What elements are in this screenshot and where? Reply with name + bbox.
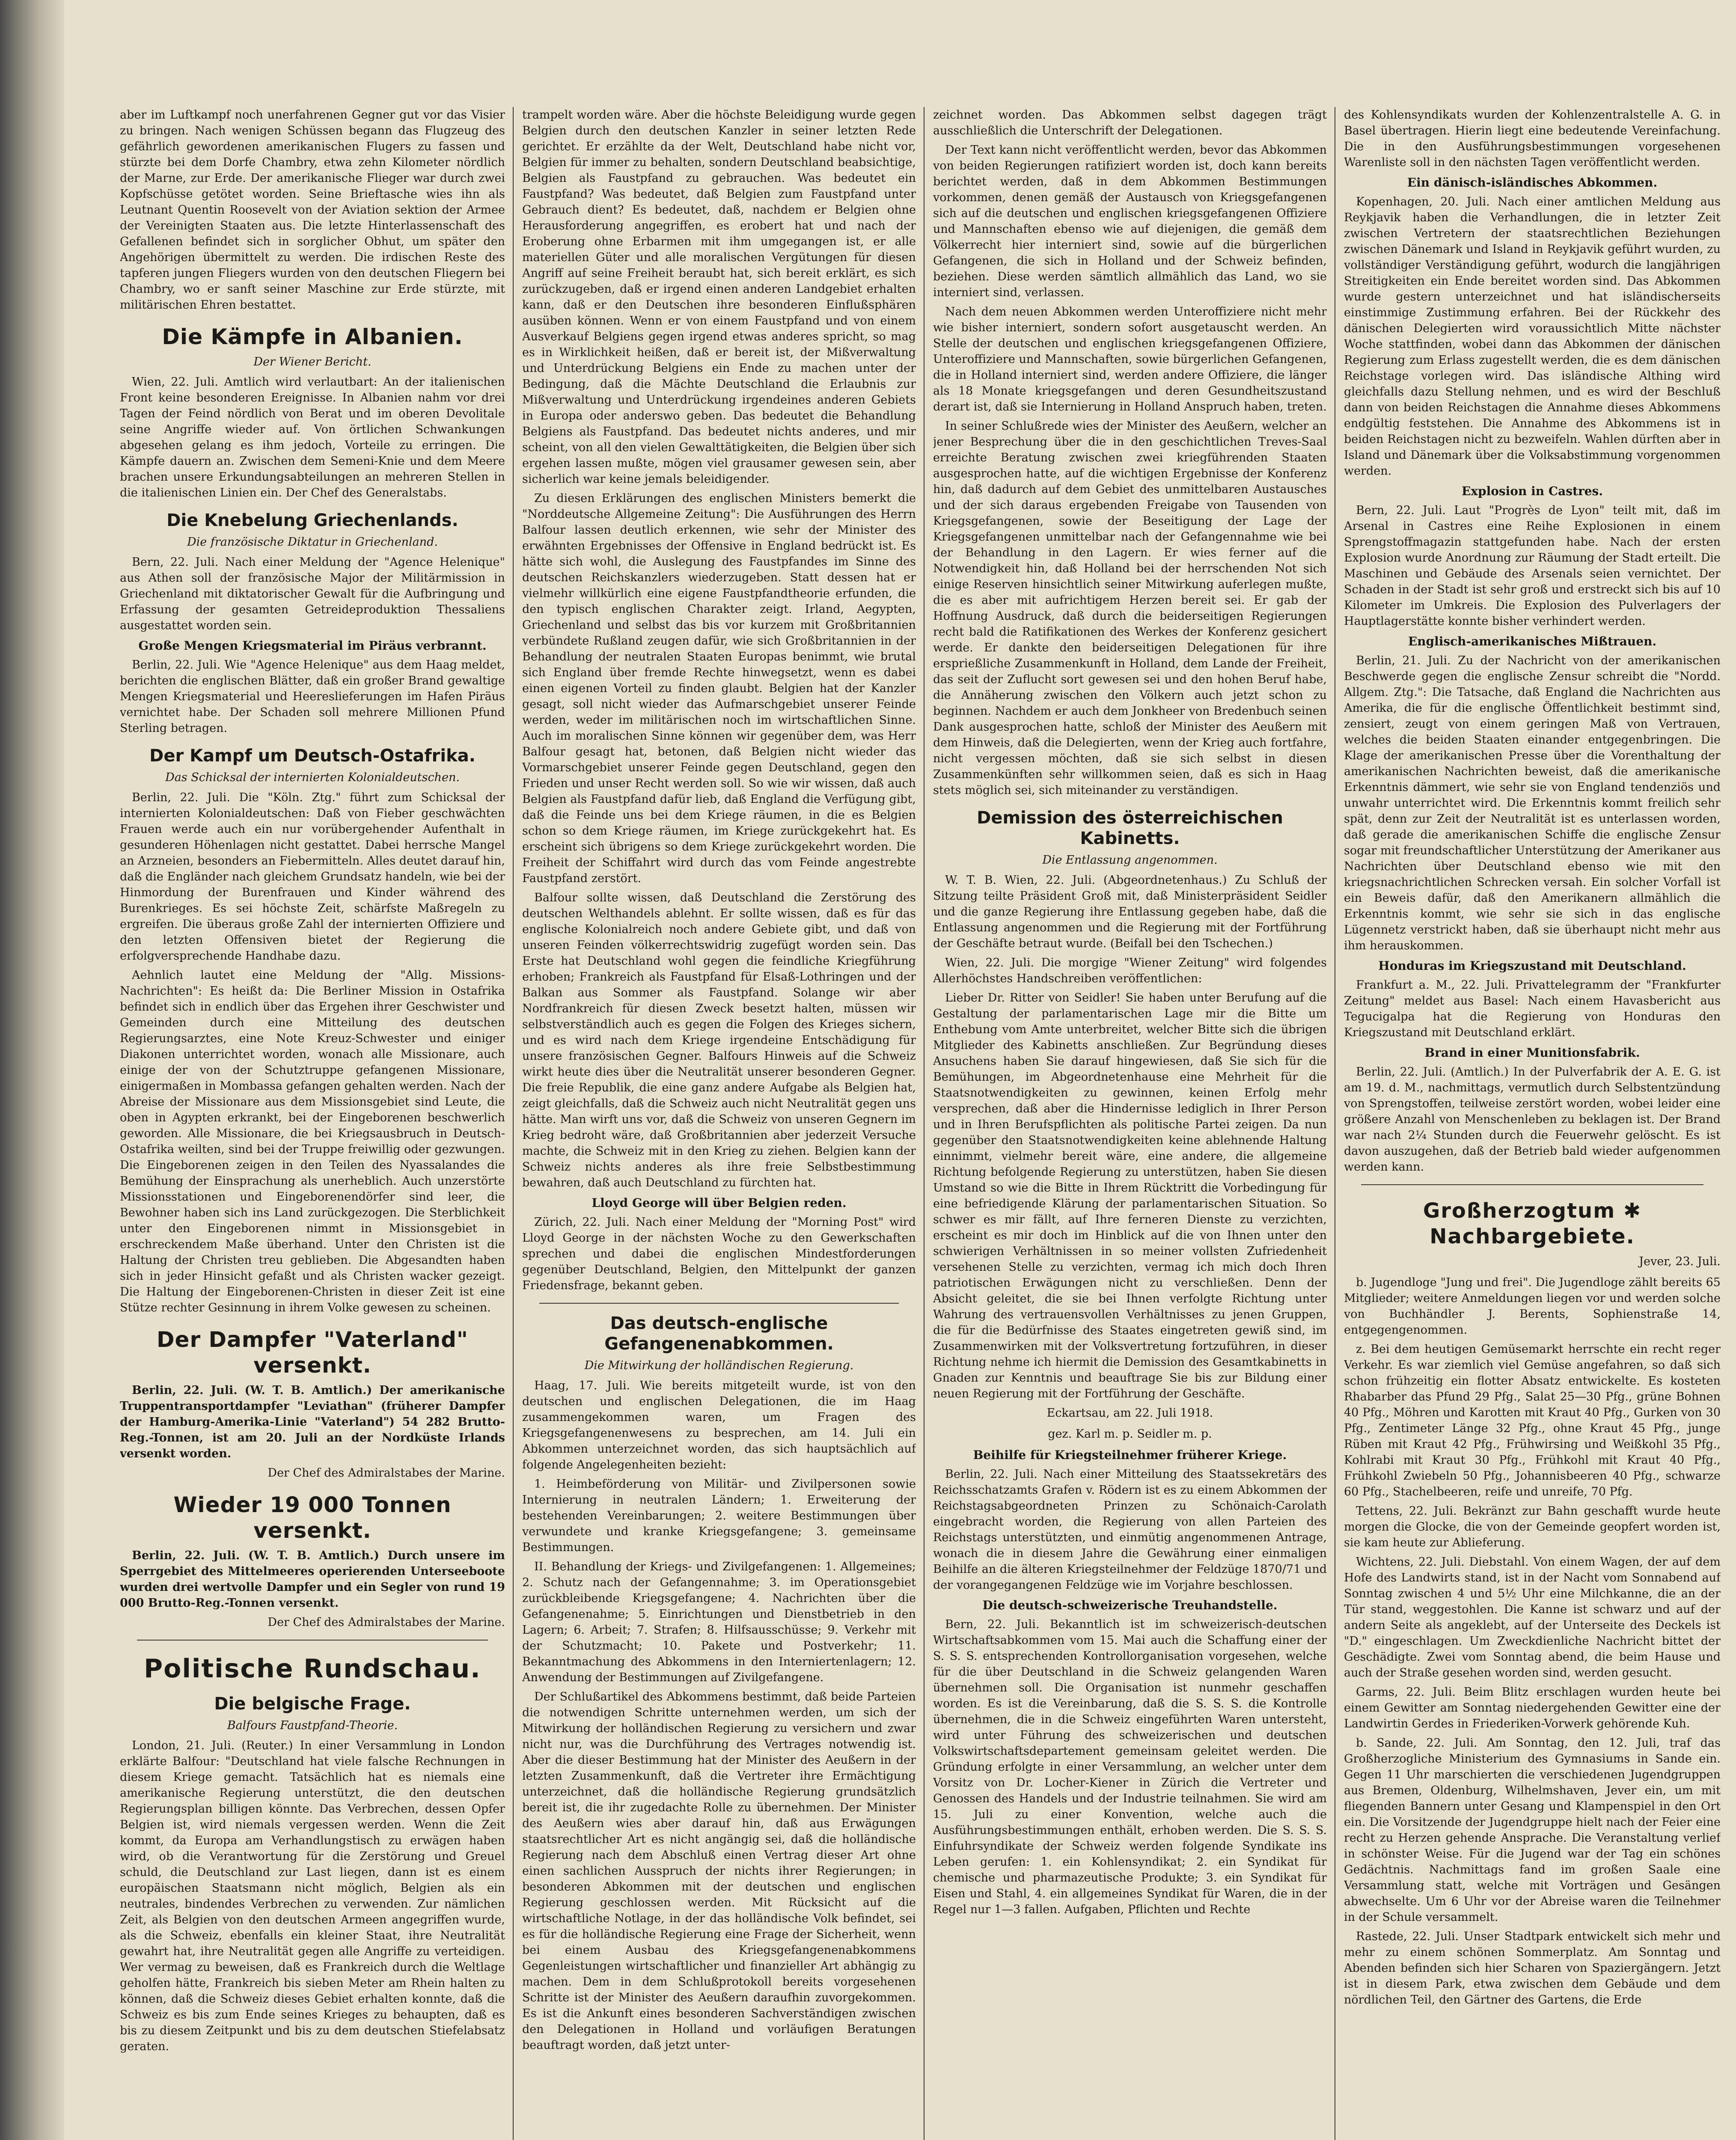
headline-demission: Demission des österreichischen Kabinetts. — [977, 808, 1283, 848]
subheadline: Die Entlassung angenommen. — [1042, 853, 1218, 867]
article-text: Lieber Dr. Ritter von Seidler! Sie haben unter Berufung auf die Gestaltung der parlamentarischen Lage mir die Bitte um Enthebung vom Amte unterbreitet, welcher Bitte sich die übrigen Mitglieder des Kabinetts anschließen. Zur Begründung dieses Ansuchens haben Sie darauf hingewiesen, daß Sie sich für die Bemühungen, im Abgeordnetenhause eine Mehrheit für die Staatsnotwendigkeiten zu gewinnen, keinen Erfolg mehr versprechen, daß aber die Hindernisse lediglich in Ihrer Person und in Ihren Berufspflichten als politische Partei zeigen. Da nun gegenüber den Staatsnotwendigkeiten keine ablehnende Haltung einnimmt, vielmehr bereit wäre, eine andere, die allgemeine Richtung befolgende Regierung zu unterstützen, haben Sie diesen Umstand so wie die Bitte in Ihrem Rücktritt die Vorbedingung für eine befriedigende Klärung der parlamentarischen Situation. So schwer es mir fällt, auf Ihre ferneren Dienste zu verzichten, erscheint es mir doch im Hinblick auf die von Ihnen unter den schwierigen Verhältnissen in so meiner vollsten Zufriedenheit versehenen Stelle zu verzichten, vermag ich mich doch Ihren patriotischen Erwägungen nicht zu verschließen. Denn der Absicht geleitet, die sie bei Ihnen verfolgte Richtung unter Wahrung des vertrauensvollen Verhältnisses zu jenen Gruppen, die für die Bedürfnisse des Staates eingetreten gewiß sind, im Zusammenwirken mit der Volksvertretung fortzuführen, in dieser Richtung nehme ich hiermit die Demission des Gesamtkabinetts in Gnaden zur Kenntnis und beauftrage Sie bis zur Bildung einer neuen Regierung mit der Fortführung der Geschäfte. — [933, 991, 1327, 1400]
article-text: Berlin, 22. Juli. (W. T. B. Amtlich.) Durch unsere im Sperrgebiet des Mittelmeeres operierenden Unterseeboote wurden drei wertvolle Dampfer und ein Segler von rund 19 000 Brutto-Reg.-Tonnen versenkt. — [120, 1549, 505, 1610]
article-text: Berlin, 22. Juli. Die "Köln. Ztg." führt zum Schicksal der internierten Kolonialdeutschen: Daß von Fieber geschwächten Frauen werde auch ein nur vorübergehender Aufenthalt in gesunderen Höhenlagen nicht gestattet. Dabei herrsche Mangel an Arzneien, besonders an Fiebermitteln. Alles deutet darauf hin, daß die Engländer nach gleichem Grundsatz handeln, wie bei der Hinmordung der Burenfrauen und Kinder während des Burenkrieges. Es sei höchste Zeit, schärfste Maßregeln zu ergreifen. Die überaus große Zahl der internierten Offiziere und den letzten Offensiven bietet der Regierung die erfolgversprechende Handhabe dazu. — [120, 791, 505, 963]
article-text: Frankfurt a. M., 22. Juli. Privattelegramm der "Frankfurter Zeitung" meldet aus Basel: Nach einem Havasbericht aus Tegucigalpa hat die Regierung von Honduras den Kriegszustand mit Deutschland erklärt. — [1344, 978, 1721, 1039]
article-text: Berlin, 22. Juli. (Amtlich.) In der Pulverfabrik der A. E. G. ist am 19. d. M., nachmittags, vermutlich durch Selbstentzündung von Sprengstoffen, teilweise zerstört worden, wobei leider eine größere Anzahl von Menschenleben zu beklagen ist. Der Brand war nach 2¼ Stunden durch die Feuerwehr gelöscht. Es ist davon auszugehen, daß der Betrieb bald wieder aufgenommen werden kann. — [1344, 1065, 1721, 1174]
headline-griechenland: Die Knebelung Griechenlands. — [166, 511, 458, 530]
article-text: Berlin, 22. Juli. Nach einer Mitteilung des Staatssekretärs des Reichsschatzamts Grafen v. Rödern ist es zu einem Abkommen der Reichstagsabgeordneten Prinzen zu Schönaich-Carolath eingebracht worden, die Regierung von allen Parteien des Reichstags unterstützten, und einmütig angenommenen Antrage, wonach die in diesem Jahre die Gewährung einer einmaligen Beihilfe an die älteren Kriegsteilnehmer der Feldzüge 1870/71 und der vorangegangenen Feldzüge wie im Vorjahre beschlossen. — [933, 1468, 1327, 1592]
section-title-rundschau: Politische Rundschau. — [144, 1654, 481, 1684]
article-text: Garms, 22. Juli. Beim Blitz erschlagen wurden heute bei einem Gewitter am Sonntag niedergehenden Gewitter eine der Landwirtin Gerdes in Friederiken-Vorwerk gehörende Kuh. — [1344, 1685, 1721, 1730]
subheadline: Englisch-amerikanisches Mißtrauen. — [1408, 634, 1657, 648]
article-text: Berlin, 22. Juli. Wie "Agence Helenique" aus dem Haag meldet, berichten die englischen Blätter, daß ein großer Brand gewaltige Mengen Kriegsmaterial und Heereslieferungen im Hafen Piräus vernichtet habe. Der Schaden soll mehrere Millionen Pfund Sterling betragen. — [120, 658, 505, 735]
article-text: Berlin, 22. Juli. (W. T. B. Amtlich.) Der amerikanische Truppentransportdampfer "Leviathan" (früherer Dampfer der Hamburg-Amerika-Linie "Vaterland") 54 282 Brutto-Reg.-Tonnen, ist am 20. Juli an der Nordküste Irlands versenkt worden. — [120, 1384, 505, 1460]
article-text: b. Jugendloge "Jung und frei". Die Jugendloge zählt bereits 65 Mitglieder; weitere Anmeldungen liegen vor und werden solche von Buchhändler J. Berents, Sophienstraße 14, entgegengenommen. — [1344, 1276, 1721, 1337]
article-text: aber im Luftkampf noch unerfahrenen Gegner gut vor das Visier zu bringen. Nach wenigen Schüssen begann das Flugzeug des gefährlich gewordenen amerikanischen Flugers zu fassen und stürzte bei dem Dorfe Chambry, etwa zehn Kilometer nördlich der Marne, zur Erde. Der amerikanische Flieger war durch zwei Kopfschüsse getötet worden. Seine Brieftasche wies ihn als Leutnant Quentin Roosevelt von der Aviation sektion der Armee der Vereinigten Staaten aus. Die letzte Hinterlassenschaft des Gefallenen befindet sich in sorglicher Obhut, um später den Angehörigen übermittelt zu werden. Die irdischen Reste des tapferen jungen Fliegers wurden von den deutschen Fliegern bei Chambry, wo er sanft seiner Maschine zur Erde stürzte, mit militärischen Ehren bestattet. — [120, 108, 505, 312]
column-2 — [522, 107, 916, 2140]
headline-albanien: Die Kämpfe in Albanien. — [162, 324, 463, 349]
article-text: Der Schlußartikel des Abkommens bestimmt, daß beide Parteien die notwendigen Schritte unternehmen werden, um sich der Mitwirkung der holländischen Regierung zu versichern und zwar nicht nur, was die Durchführung des Vertrages notwendig ist. Aber die dieser Bestimmung hat der Minister des Aeußern in der letzten Zusammenkunft, daß die Vertreter ihre Ermächtigung unterzeichnet, daß die holländische Regierung grundsätzlich bereit ist, die ihr zugedachte Rolle zu übernehmen. Der Minister des Aeußern wies aber darauf hin, daß aus Erwägungen staatsrechtlicher Art es nicht angängig sei, daß die holländische Regierung nach dem Abschluß einen Vertrag dieser Art ohne einen sachlichen Ausspruch der nichts ihrer Regierungen; in besonderen Abkommen mit der deutschen und englischen Regierung geschlossen werden. Mit Rücksicht auf die wirtschaftliche Notlage, in der das holländische Volk befindet, sei es für die holländische Regierung eine Frage der Sicherheit, wenn bei einem Ausbau des Kriegsgefangenenabkommens Gegenleistungen wirtschaftlicher und finanzieller Art abhängig zu machen. Dem in dem Schlußprotokoll bereits vorgesehenen Schritte ist der Minister des Aeußern daraufhin zuvorgekommen. Es ist die Ankunft eines besonderen Sachverständigen zwischen den Delegationen in Holland und vorläufigen Beratungen beauftragt worden, daß jetzt unter- — [522, 1690, 916, 2052]
article-text: II. Behandlung der Kriegs- und Zivilgefangenen: 1. Allgemeines; 2. Schutz nach der Gefangennahme; 3. im Operationsgebiet zurückbleibende Kriegsgefangene; 4. Nachrichten über die Gefangenenahme; 5. Einrichtungen und Dienstbetrieb in den Lagern; 6. Arbeit; 7. Strafen; 8. Hilfsausschüsse; 9. Verkehr mit der Schutzmacht; 10. Pakete und Postverkehr; 11. Bekanntmachung des Abkommens in den Interniertenlagern; 12. Anwendung der Bestimmungen auf Zivilgefangene. — [522, 1560, 916, 1684]
section-divider — [539, 1303, 899, 1304]
article-text: Wichtens, 22. Juli. Diebstahl. Von einem Wagen, der auf dem Hofe des Landwirts stand, ist in der Nacht vom Sonnabend auf Sonntag zwischen 4 und 5½ Uhr eine Milchkanne, die an der Tür stand, weggestohlen. Die Kanne ist schwarz und auf der andern Seite als angeklebt, auf der Unterseite des Deckels ist "D." eingeschlagen. Um Zweckdienliche Nachricht bittet der Geschädigte. Zwei vom Sonntag abend, die beim Hause und auch der Straße gesehen worden sind, werden gesucht. — [1344, 1555, 1721, 1679]
dateline: Jever, 23. Juli. — [1639, 1255, 1721, 1268]
article-text: Rastede, 22. Juli. Unser Stadtpark entwickelt sich mehr und mehr zu einem schönen Sommerplatz. Am Sonntag und Abenden befinden sich hier Scharen von Spaziergängern. Jetzt ist in diesem Park, etwa zwischen dem Gebäude und dem nördlichen Teil, den Gärtner des Gartens, die Erde — [1344, 1930, 1721, 2006]
subheadline: Lloyd George will über Belgien reden. — [592, 1196, 847, 1210]
article-text: Tettens, 22. Juli. Bekränzt zur Bahn geschafft wurde heute morgen die Glocke, die von der Gemeinde geopfert worden ist, sie kam heute zur Ablieferung. — [1344, 1504, 1721, 1549]
article-text: Bern, 22. Juli. Laut "Progrès de Lyon" teilt mit, daß im Arsenal in Castres eine Reihe Explosionen in einem Sprengstoffmagazin stattgefunden habe. Nach der ersten Explosion wurde Anordnung zur Räumung der Stadt erteilt. Die Maschinen und Gebäude des Arsenals seien vernichtet. Der Schaden in der Stadt ist sehr groß und erstreckt sich bis auf 10 Kilometer im Umkreis. Die Explosion des Pulverlagers der Hauptlagerstätte konnte bisher verhindert werden. — [1344, 504, 1721, 628]
headline-gefangenenabkommen: Das deutsch-englische Gefangenenabkommen. — [604, 1314, 834, 1354]
headline-tonnen: Wieder 19 000 Tonnen versenkt. — [173, 1492, 452, 1543]
article-text: trampelt worden wäre. Aber die höchste Beleidigung wurde gegen Belgien durch den deutschen Kanzler in seiner letzten Rede gerichtet. Er erzählte da der Welt, Deutschland habe nicht vor, Belgien für immer zu behalten, sondern Deutschland beabsichtige, Belgien als Faustpfand zu gebrauchen. Was bedeutet ein Faustpfand? Was bedeutet, daß Belgien zum Faustpfand unter Gebrauch dient? Es bedeutet, daß, nachdem er Belgien ohne Herausforderung angegriffen, es erobert hat und nach der Eroberung ohne Erbarmen mit ihm umgegangen ist, er alle materiellen Güter und alle moralischen Vergütungen für diesen Angriff auf seine Freiheit beraubt hat, sich bereit erklärt, es sich zurückzugeben, daß er irgend einen anderen Landgebiet erhalten kann, daß er den Deutschen ihre besonderen Einflußsphären ausüben können. Wenn er von einem Faustpfand und von einem Ausverkauf Belgiens gegen irgend etwas anderes spricht, so mag es in Wirklichkeit heißen, daß er bereit ist, der Mißverwaltung und Unterdrückung Belgiens ein Ende zu machen unter der Bedingung, daß die Mächte Deutschland die Erlaubnis zur Mißverwaltung und Unterdrückung irgendeines anderen Gebiets in Europa oder anderswo geben. Das bedeutet die Behandlung Belgiens als Faustpfand. Das bedeutet nichts anderes, und mir scheint, von all den vielen Gewalttätigkeiten, die Belgien über sich ergehen lassen mußte, mögen viel grausamer gewesen sein, aber sicherlich war keine jemals beleidigender. — [522, 108, 916, 486]
section-title-grossherzogtum: Großherzogtum ✱ Nachbargebiete. — [1423, 1199, 1642, 1248]
article-text: Zu diesen Erklärungen des englischen Ministers bemerkt die "Norddeutsche Allgemeine Zeitung": Die Ausführungen des Herrn Balfour lassen deutlich erkennen, wie sehr der Minister des erwähnten Ergebnisses der Offensive in England bedrückt ist. Es hätte sich wohl, die Auslegung des Faustpfandes im Sinne des deutschen Reichskanzlers wiederzugeben. Statt dessen hat er vielmehr willkürlich eine eigene Faustpfandtheorie erfunden, die den typisch englischen Charakter zeigt. Irland, Aegypten, Griechenland und selbst das bis vor kurzem mit Großbritannien verbündete Rußland zeugen dafür, wie sich Großbritannien in der Behandlung der neutralen Staaten Europas benimmt, wie brutal sich England über fremde Rechte hinwegsetzt, wenn es dabei einen eigenen Vorteil zu finden glaubt. Belgien hat der Kanzler gesagt, soll nicht wieder das Aufmarschgebiet unserer Feinde werden, weder im militärischen noch im wirtschaftlichen Sinne. Auch im moralischen Sinne können wir gegenüber dem, was Herr Balfour gesagt hat, betonen, daß Belgien nicht wieder das Vormarschgebiet unserer Feinde gegen Deutschland, gegen den Frieden und unser Recht werden soll. So wie wir wissen, daß auch Belgien als Faustpfand dafür lieb, daß England die Verfügung gibt, daß die Feinde uns bei dem Kriege räumen, in die es Belgien schon so dem Kriege räumen, im Kriege zurückgekehrt hat. Es erscheint sich übrigens so dem Kriege zurückgekehrt worden. Die Freiheit der Schiffahrt wird durch das vom Feinde angestrebte Faustpfand zerstört. — [522, 492, 916, 885]
signature: Der Chef des Admiralstabes der Marine. — [268, 1616, 505, 1629]
article-text: In seiner Schlußrede wies der Minister des Aeußern, welcher an jener Besprechung über die in den geschichtlichen Treves-Saal erreichte Beratung zwischen zwei kriegführenden Staaten ausgesprochen hatte, auf die wichtigen Ergebnisse der Konferenz hin, daß dadurch auf dem Gebiet des unmittelbaren Austausches und der sich daraus ergebenden Freigabe von Tausenden von Kriegsgefangenen, sowie der Beseitigung der Lage der Kriegsgefangenen unmittelbar nach der Gefangennahme wie bei der Behandlung in den Lagern. Er wies ferner auf die Notwendigkeit hin, daß Holland bei der herrschenden Not sich einige Reserven hinsichtlich seiner Mitwirkung auferlegen mußte, die es aber mit aufrichtigem Herzen bereit sei. Er gab der Hoffnung Ausdruck, daß durch die beiderseitigen Regierungen recht bald die Ratifikationen des Werkes der Konferenz gesichert werde. Er dankte den beiderseitigen Delegationen für ihre ersprießliche Zusammenkunft in Holland, dem Lande der Freiheit, das seit der Zuflucht sort gewesen sei und den hohen Beruf habe, die Annäherung zwischen den Völkern auch jetzt schon zu beginnen. Nachdem er auch dem Jonkheer von Bredenbuch seinen Dank ausgesprochen hatte, schloß der Minister des Aeußern mit dem Hinweis, daß die Delegierten, wenn der Krieg auch fortfahre, nicht vergessen möchten, daß sie sich selbst in diesen Zusammenkünften sehr willkommen seien, daß es sich in Haag stets möglich sei, sich miteinander zu verständigen. — [933, 419, 1327, 797]
column-3 — [933, 107, 1327, 2140]
signature: gez. Karl m. p. Seidler m. p. — [1048, 1427, 1212, 1441]
section-divider — [137, 1640, 488, 1641]
article-text: Wien, 22. Juli. Amtlich wird verlautbart: An der italienischen Front keine besonderen Ereignisse. In Albanien nahm vor drei Tagen der Feind nördlich von Berat und im oberen Devolitale seine Angriffe wieder auf. Von örtlichen Schwankungen abgesehen gelang es ihm jedoch, Vorteile zu erringen. Die Kämpfe dauern an. Zwischen dem Semeni-Knie und dem Meere brachen unsere Erkundungsabteilungen an mehreren Stellen in die italienischen Linien ein. Der Chef des Generalstabs. — [120, 375, 505, 499]
article-text: zeichnet worden. Das Abkommen selbst dagegen trägt ausschließlich die Unterschrift der Delegationen. — [933, 108, 1327, 137]
subheadline: Honduras im Kriegszustand mit Deutschland. — [1378, 959, 1686, 973]
article-text: Bern, 22. Juli. Nach einer Meldung der "Agence Helenique" aus Athen soll der französische Major der Militärmission in Griechenland mit diktatorischer Gewalt für die Aufbringung und Erfassung der gesamten Getreideproduktion Thessaliens ausgestattet worden sein. — [120, 556, 505, 632]
headline-belgien: Die belgische Frage. — [214, 1694, 411, 1714]
signature: Der Chef des Admiralstabes der Marine. — [268, 1466, 505, 1480]
subheadline: Der Wiener Bericht. — [253, 355, 372, 369]
article-text: des Kohlensyndikats wurden der Kohlenzentralstelle A. G. in Basel übertragen. Hierin liegt eine bedeutende Vereinfachung. Die in den Ausführungsbestimmungen vorgesehenen Warenliste soll in den nächsten Tagen veröffentlicht werden. — [1344, 108, 1721, 169]
article-text: 1. Heimbeförderung von Militär- und Zivilpersonen sowie Internierung in neutralen Ländern; 1. Erweiterung der bestehenden Vereinbarungen; 2. weitere Bestimmungen über verwundete und kranke Kriegsgefangene; 3. gemeinsame Bestimmungen. — [522, 1477, 916, 1554]
headline-ostafrika: Der Kampf um Deutsch-Ostafrika. — [149, 746, 476, 766]
article-text: Der Text kann nicht veröffentlicht werden, bevor das Abkommen von beiden Regierungen ratifiziert worden ist, doch kann bereits berichtet werden, daß in dem Abkommen Bestimmungen vorkommen, denen gemäß der Austausch von Kriegsgefangenen sich auf die deutschen und englischen kriegsgefangenen Offiziere und Mannschaften ebenso wie auf diejenigen, die gemäß dem Völkerrecht hier interniert sind, sowie auf die bürgerlichen Gefangenen, die sich in Holland und der Schweiz befinden, beziehen. Diese werden sämtlich allmählich das Land, wo sie interniert sind, verlassen. — [933, 143, 1327, 299]
article-text: Bern, 22. Juli. Bekanntlich ist im schweizerisch-deutschen Wirtschaftsabkommen vom 15. Mai auch die Schaffung einer der S. S. S. entsprechenden Kontrollorganisation vorgesehen, welche für die über Deutschland in die Schweiz gelangenden Waren übernehmen soll. Die Organisation ist nunmehr geschaffen worden. Es ist die Vereinbarung, daß die S. S. S. die Kontrolle übernehmen, die in die Schweiz eingeführten Waren untersteht, wird unter Führung des schweizerischen und deutschen Volkswirtschaftsdepartement gemeinsam geleitet werden. Die Gründung erfolgte in einer Versammlung, an welcher unter dem Vorsitz von Dr. Locher-Kiener in Zürich die Vertreter und Genossen des Handels und der Industrie teilnahmen. Sie wird am 15. Juli zu einer Konvention, welche auch die Ausführungsbestimmungen enthält, erhoben werden. Die S. S. S. Einfuhrsyndikate der Schweiz werden folgende Syndikate ins Leben gerufen: 1. ein Kohlensyndikat; 2. ein Syndikat für chemische und pharmazeutische Produkte; 3. ein Syndikat für Eisen und Stahl, 4. ein allgemeines Syndikat für Waren, die in der Regel nur 1—3 fallen. Aufgaben, Pflichten und Rechte — [933, 1618, 1327, 1916]
article-text: Aehnlich lautet eine Meldung der "Allg. Missions-Nachrichten": Es heißt da: Die Berliner Mission in Ostafrika befindet sich in endlich über das Ergehen ihrer Geschwister und Gemeinden durch eine Mitteilung des deutschen Regierungsarztes, eine Note Kreuz-Schwester und einiger Diakonen unterrichtet worden, wonach alle Missionare, auch einige der von der Schutztruppe gefangenen Missionare, einigermaßen in Mombassa gefangen gehalten werden. Nach der Abreise der Missionare aus dem Missionsgebiet sind Leute, die oben in Agypten erkrankt, bei der Eingeborenen beschwerlich geworden. Alle Missionare, die bei Kriegsausbruch in Deutsch-Ostafrika weilten, sind bei der Truppe freiwillig oder gezwungen. Die Eingeborenen zeigen in den Teilen des Nyassalandes die Bemühung der Einsprachung als unerheblich. Auch unzerstörte Missionsstationen und Eingeborenendörfer sind leer, die Bewohner haben sich ins Land zurückgezogen. Die Sterblichkeit unter den Eingeborenen nimmt in Missionsgebiet in erschreckendem Maße überhand. Unter den Christen ist die Haltung der Christen treu geblieben. Die Abgesandten haben sich in jeder Hinsicht gefaßt und als Christen wacker gezeigt. Die Haltung der Eingeborenen-Christen in dieser Zeit ist eine Stütze rechter Gesinnung in ihrem Volke gewesen zu scheinen. — [120, 969, 505, 1314]
article-text: Nach dem neuen Abkommen werden Unteroffiziere nicht mehr wie bisher interniert, sondern sofort ausgetauscht werden. An Stelle der deutschen und englischen kriegsgefangenen Offiziere, Unteroffiziere und Mannschaften, sowie bürgerlichen Gefangenen, die in Holland interniert sind, werden andere Offiziere, die länger als 18 Monate kriegsgefangen und deren Gesundheitszustand derart ist, daß sie Internierung in Holland Anspruch haben, treten. — [933, 305, 1327, 413]
article-text: Kopenhagen, 20. Juli. Nach einer amtlichen Meldung aus Reykjavik haben die Verhandlungen, die in letzter Zeit zwischen Vertretern der staatsrechtlichen Beziehungen zwischen Dänemark und Island in Reykjavik geführt wurden, zu vollständiger Verständigung geführt, wodurch die langjährigen Streitigkeiten ein Ende bereitet worden sind. Das Abkommen wurde gestern unterzeichnet und hat isländischerseits einstimmige Zustimmung erfahren. Bei der Rückkehr des dänischen Delegierten wird voraussichtlich Mitte nächster Woche stattfinden, wobei dann das Abkommen der dänischen Regierung zum Erlass zugestellt werden, die es dem dänischen Reichstage vorlegen wird. Das isländische Althing wird gleichfalls dazu Stellung nehmen, und es wird der Beschluß dann von beiden Reichstagen die Annahme dieses Abkommens endgültig feststehen. Die Annahme des Abkommens ist in beiden Reichstagen nicht zu bezweifeln. Wahlen dürften aber in Island und Dänemark über die Volksabstimmung vorgenommen werden. — [1344, 195, 1721, 478]
subheadline: Brand in einer Munitionsfabrik. — [1424, 1046, 1640, 1060]
headline-vaterland: Der Dampfer "Vaterland" versenkt. — [157, 1327, 468, 1378]
subheadline: Beihilfe für Kriegsteilnehmer früherer Kriege. — [973, 1448, 1287, 1462]
subheadline: Die Mitwirkung der holländischen Regierung. — [584, 1359, 854, 1372]
article-text: Wien, 22. Juli. Die morgige "Wiener Zeitung" wird folgendes Allerhöchstes Handschreiben veröffentlichen: — [933, 956, 1327, 985]
page-binding-shadow — [0, 0, 64, 2140]
article-text: Berlin, 21. Juli. Zu der Nachricht von der amerikanischen Beschwerde gegen die englische Zensur schreibt die "Nordd. Allgem. Ztg.": Die Tatsache, daß England die Nachrichten aus Amerika, die für die englische Öffentlichkeit bestimmt sind, zensiert, zeugt von einem geringen Maß von Vertrauen, welches die beiden Staaten einander entgegenbringen. Die Klage der amerikanischen Presse über die Vorenthaltung der amerikanischen Nachrichten beweist, daß die amerikanische Erkenntnis dämmert, wie sehr sie von England tendenziös und unwahr unterrichtet wird. Die Erkenntnis kommt freilich sehr spät, denn zur Zeit der Neutralität ist es unterlassen worden, daß gerade die amerikanischen Schiffe die englische Zensur sogar mit freundschaftlicher Unterstützung der Amerikaner aus Nachrichten über Deutschland ebenso wie mit den kriegsnachrichtlichen Schrecken versah. Ein solcher Vorfall ist ein Beweis dafür, daß den Amerikanern allmählich die Erkenntnis kommt, wie sehr sie sich in das englische Lügennetz verstrickt haben, daß sie überhaupt nicht mehr aus ihm herauskommen. — [1344, 654, 1721, 952]
column-4 — [1344, 107, 1721, 2140]
article-text: b. Sande, 22. Juli. Am Sonntag, den 12. Juli, traf das Großherzogliche Ministerium des Gymnasiums in Sande ein. Gegen 11 Uhr marschierten die verschiedenen Jugendgruppen aus Bremen, Oldenburg, Wilhelmshaven, Jever ein, um mit fliegenden Bannern unter Gesang und Klampenspiel in den Ort ein. Die Vorsitzende der Jugendgruppe hielt nach der Feier eine recht zu Herzen gehende Ansprache. Die Veranstaltung verlief in schönster Weise. Für die Jugend war der Tag ein schönes Gedächtnis. Nachmittags fand im großen Saale eine Versammlung statt, welche mit Vorträgen und Gesängen abwechselte. Um 6 Uhr vor der Abreise waren die Teilnehmer in der Schule versammelt. — [1344, 1736, 1721, 1924]
subheadline: Balfours Faustpfand-Theorie. — [227, 1719, 398, 1732]
column-1 — [120, 107, 505, 2140]
subheadline: Explosion in Castres. — [1461, 484, 1603, 498]
article-text: W. T. B. Wien, 22. Juli. (Abgeordnetenhaus.) Zu Schluß der Sitzung teilte Präsident Groß mit, daß Ministerpräsident Seidler und die ganze Regierung ihre Entlassung gegeben habe, daß die Entlassung angenommen und die Regierung mit der Fortführung der Geschäfte betraut wurde. (Beifall bei den Tschechen.) — [933, 874, 1327, 950]
subheadline: Die deutsch-schweizerische Treuhandstelle. — [982, 1598, 1278, 1612]
signature: Eckartsau, am 22. Juli 1918. — [1046, 1406, 1213, 1420]
subheadline: Die französische Diktatur in Griechenland. — [187, 535, 438, 549]
subheadline: Ein dänisch-isländisches Abkommen. — [1407, 175, 1658, 190]
subheadline: Das Schicksal der internierten Kolonialdeutschen. — [165, 771, 460, 784]
article-text: London, 21. Juli. (Reuter.) In einer Versammlung in London erklärte Balfour: "Deutschland hat viele falsche Rechnungen in diesem Kriege gemacht. Tatsächlich hat es niemals eine amerikanische Regierung unterstützt, die den deutschen Regierungsplan billigen könnte. Das Verbrechen, dessen Opfer Belgien ist, wird niemals vergessen werden. Wenn die Zeit kommt, da Europa am Verhandlungstisch zu erwägen haben wird, ob die Verantwortung für die Zerstörung und Greuel schuld, die Deutschland zur Last liegen, dann ist es einem europäischen Staatsmann nicht möglich, Belgien als ein neutrales, bindendes Verbrechen zu verwenden. Zur nämlichen Zeit, als Belgien von den deutschen Armeen angegriffen wurde, als die Schweiz, ebenfalls ein kleiner Staat, ihre Neutralität gewahrt hat, ihre Neutralität gegen alle Angriffe zu verteidigen. Wer vermag zu beweisen, daß es Frankreich durch die Weltlage geholfen hätte, Frankreich bis sieben Meter am Rhein halten zu können, daß die Schweiz dieses Gebiet erhalten konnte, daß die Schweiz es bis zum Ende seines Krieges zu behaupten, daß es bis zu diesem Zeitpunkt und bis zu dem deutschen Stiefelabsatz geraten. — [120, 1739, 505, 2053]
article-text: Balfour sollte wissen, daß Deutschland die Zerstörung des deutschen Welthandels ablehnt. Er sollte wissen, daß es für das englische Kolonialreich noch andere Gebiete gibt, und daß von unseren Feinden völkerrechtswidrig zugefügt worden sein. Das Erste hat Deutschland wohl gegen die feindliche Kriegführung erhoben; Frankreich als Faustpfand für Elsaß-Lothringen und der Balkan aus Sommer als Faustpfand. Solange wir aber Nordfrankreich für diesen Zweck besetzt halten, müssen wir selbstverständlich auch es gegen die Folgen des Krieges sichern, und es wird nach dem Kriege irgendeine Entschädigung für unsere französischen Gegner. Balfours Hinweis auf die Schweiz wirkt heute dies über die Neutralität unserer besonderen Gegner. Die freie Republik, die eine ganz andere Aufgabe als Belgien hat, zeigt gleichfalls, daß die Schweiz auch nicht Neutralität gegen uns hätte. Man wirft uns vor, daß die Schweiz von unseren Gegnern im Krieg bedroht wäre, daß Großbritannien aber jederzeit Versuche machte, die Schweiz mit in den Krieg zu ziehen. Belgien kann der Schweiz nichts anderes als ihre freie Selbstbestimmung bewahren, daß auch Deutschland zu fürchten hat. — [522, 891, 916, 1189]
article-text: z. Bei dem heutigen Gemüsemarkt herrschte ein recht reger Verkehr. Es war ziemlich viel Gemüse angefahren, so daß sich schon frühzeitig ein flotter Absatz entwickelte. Es kosteten Rhabarber das Pfund 29 Pfg., Salat 25—30 Pfg., grüne Bohnen 40 Pfg., Möhren und Karotten mit Kraut 40 Pfg., Gurken von 30 Pfg., Zentimeter Länge 32 Pfg., ohne Kraut 45 Pfg., junge Rüben mit Kraut 42 Pfg., Frühwirsing und Weißkohl 35 Pfg., Kohlrabi mit Kraut 30 Pfg., Frühkohl mit Kraut 40 Pfg., Frühkohl Zwiebeln 50 Pfg., Johannisbeeren 40 Pfg., schwarze 60 Pfg., Stachelbeeren, reife und unreife, 70 Pfg. — [1344, 1343, 1721, 1498]
article-text: Zürich, 22. Juli. Nach einer Meldung der "Morning Post" wird Lloyd George in der nächsten Woche zu den Gewerkschaften sprechen und dabei die englischen Mindestforderungen gegenüber Deutschland, Belgien, den Mittelpunkt der ganzen Friedensfrage, bekannt geben. — [522, 1216, 916, 1292]
subheadline: Große Mengen Kriegsmaterial im Piräus verbrannt. — [138, 639, 487, 653]
column-rule — [513, 107, 514, 2140]
article-text: Haag, 17. Juli. Wie bereits mitgeteilt wurde, ist von den deutschen und englischen Delegationen, die im Haag zusammengekommen waren, um Fragen des Kriegsgefangenenwesens zu besprechen, am 14. Juli ein Abkommen unterzeichnet worden, das sich hauptsächlich auf folgende Angelegenheiten bezieht: — [522, 1379, 916, 1471]
section-divider — [1361, 1184, 1703, 1185]
